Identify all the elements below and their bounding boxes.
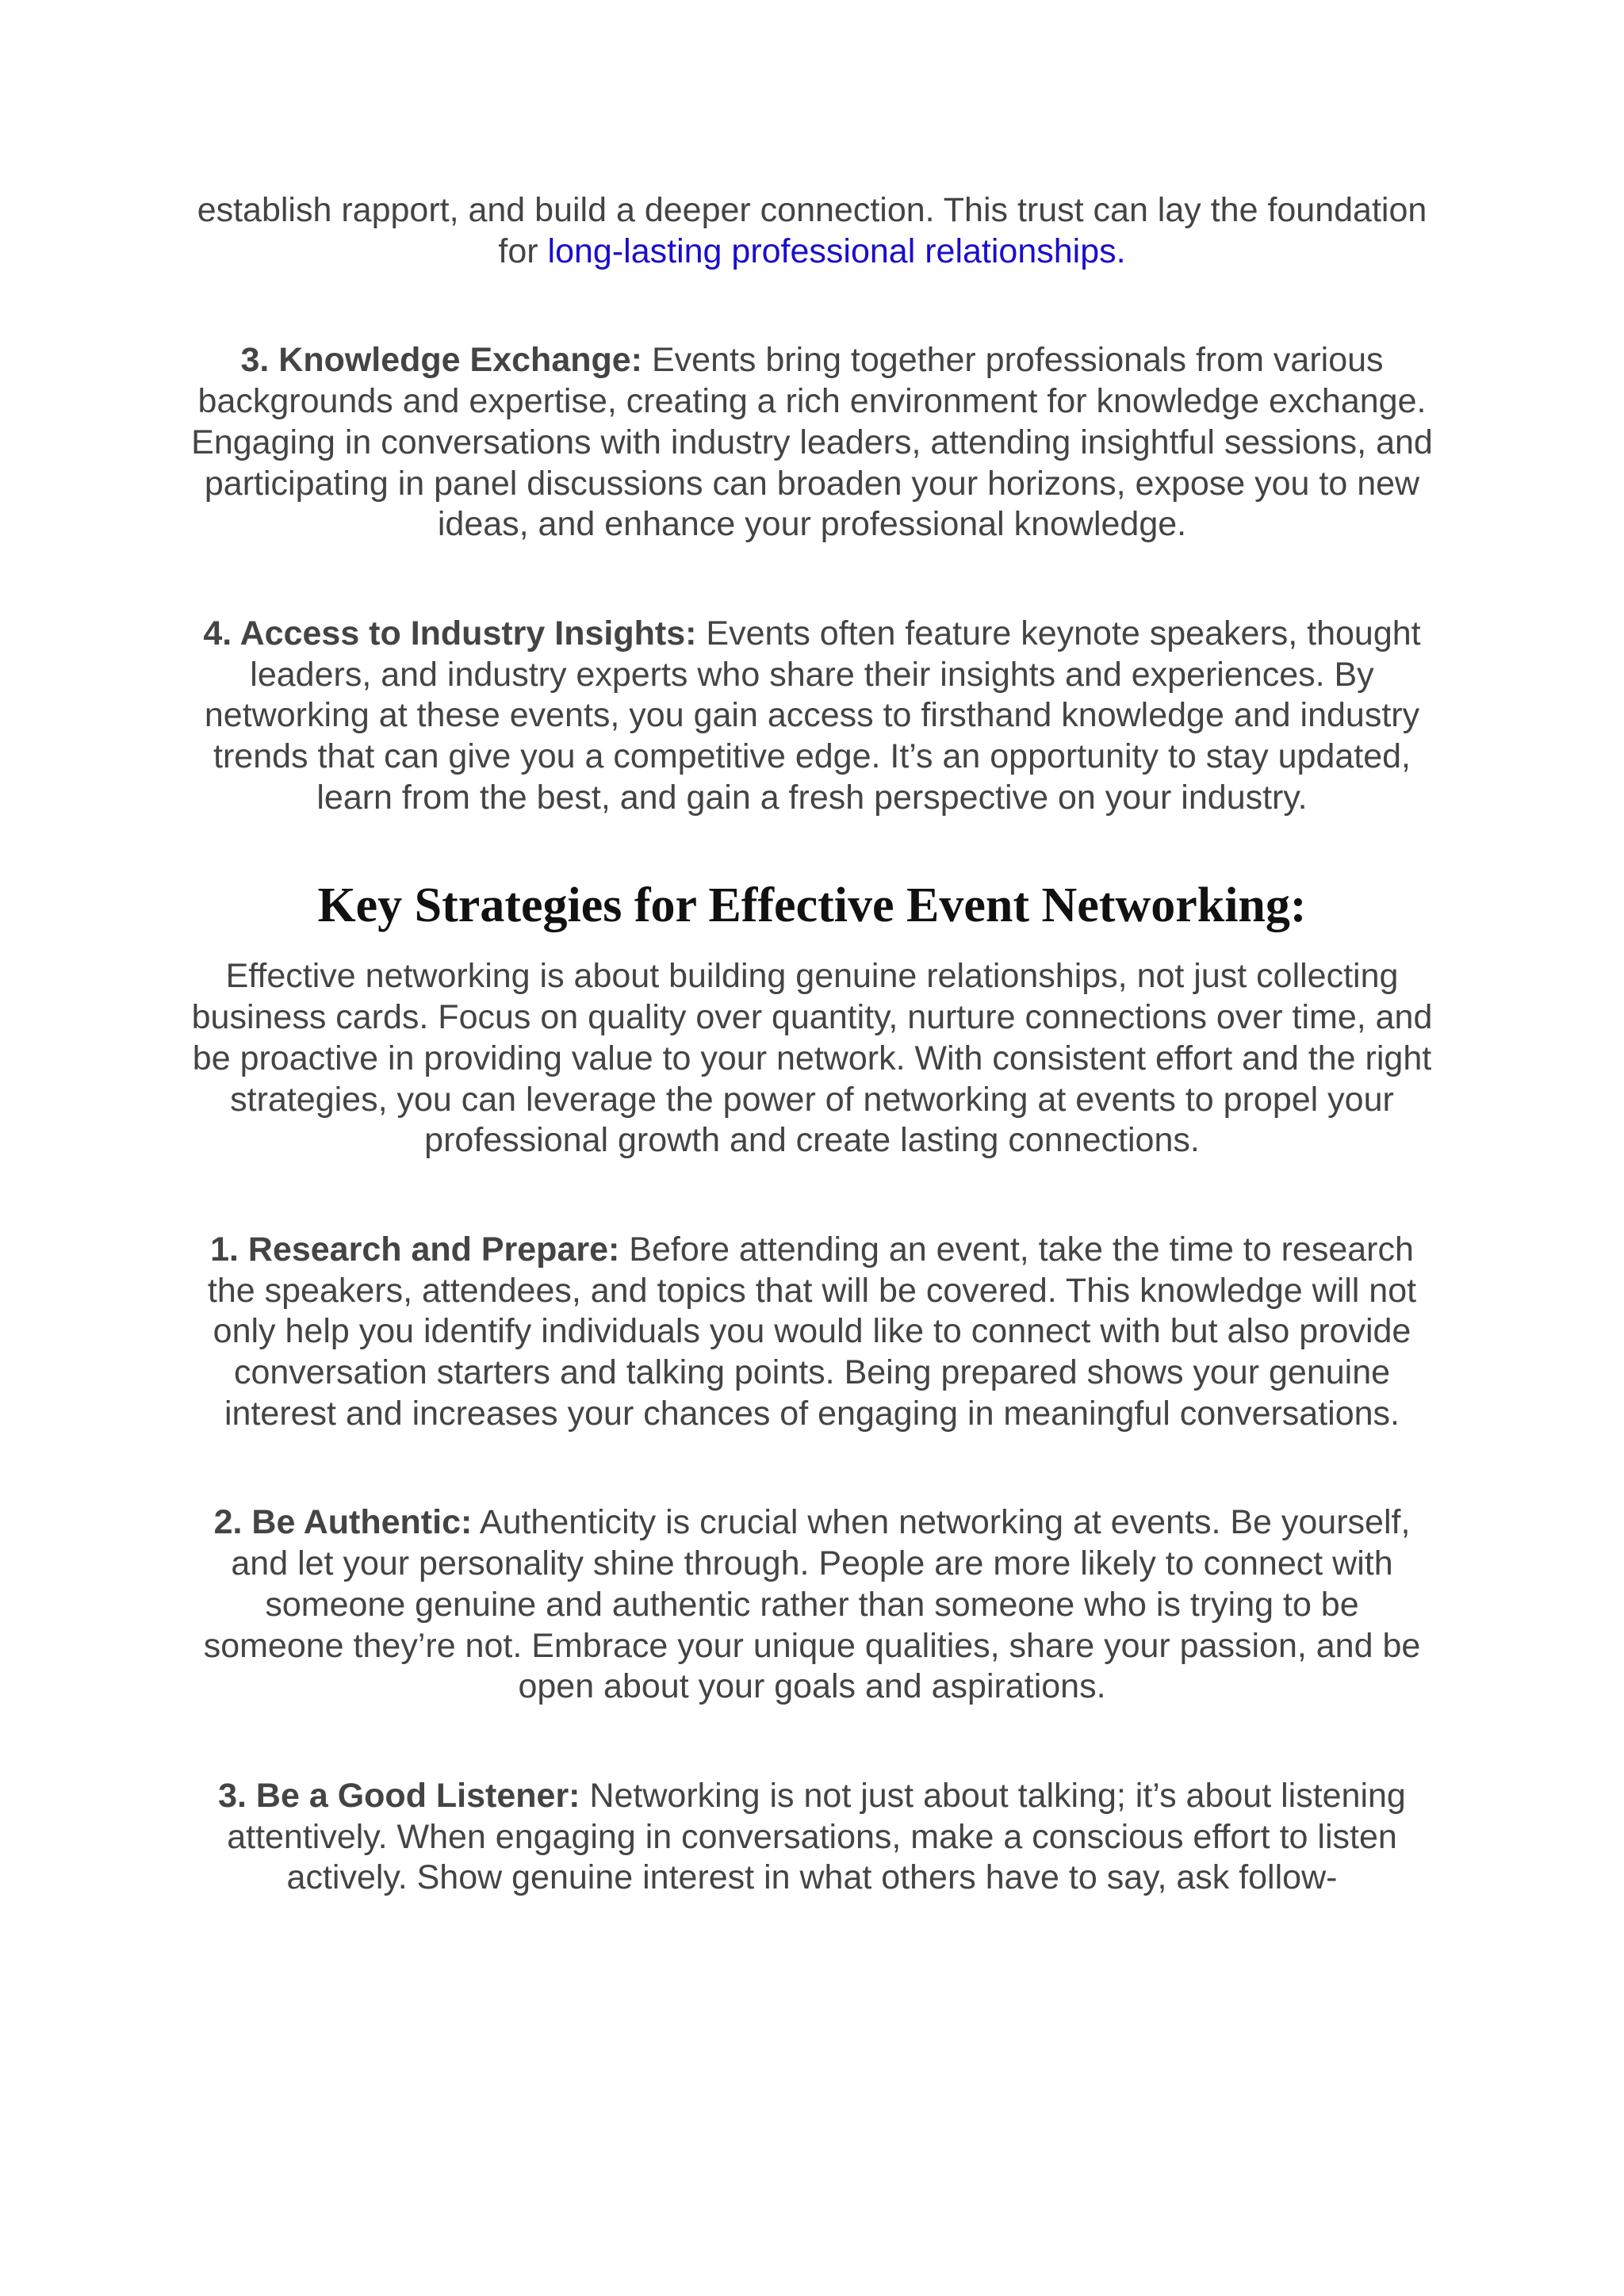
benefit-body: Events bring together professionals from various backgrounds and expertise, creating a rich environment for knowledge exchange. Engaging in conversations with industry leaders, attending insightful sessions, and participating in panel discussions can broaden your horizons, expose you to new ideas, and enhance your professional knowledge. xyxy=(191,341,1433,544)
section-intro: Effective networking is about building genuine relationships, not just collecting business cards. Focus on quality over quantity, nurture connections over time, and be proactive in providing value to your network. With consistent effort and the right strategies, you can leverage the power of networking at events to propel your professional growth and create lasting connections. xyxy=(191,957,1433,1160)
benefit-knowledge-exchange xyxy=(190,340,1434,545)
strategy-body: Networking is not just about talking; it’s about listening attentively. When engaging in conversations, make a conscious effort to listen actively. Show genuine interest in what others have to say, ask follow- xyxy=(227,1776,1406,1897)
strategy-be-authentic xyxy=(190,1502,1434,1708)
strategy-good-listener xyxy=(190,1776,1434,1899)
page-content xyxy=(190,190,1434,1967)
intro-text: establish rapport, and build a deeper connection. This trust can lay the foundation for xyxy=(197,191,1427,270)
strategy-body: Authenticity is crucial when networking at events. Be yourself, and let your personality shine through. People are more likely to connect with someone genuine and authentic rather than someone who is trying to be someone they’re not. Embrace your unique qualities, share your passion, and be open about your goals and aspirations. xyxy=(203,1503,1421,1706)
benefit-body: Events often feature keynote speakers, thought leaders, and industry experts who share their insights and experiences. By networking at these events, you gain access to firsthand knowledge and industry trends that can give you a competitive edge. It’s an opportunity to stay updated, learn from the best, and gain a fresh perspective on your industry. xyxy=(204,614,1421,817)
benefit-heading: 3. Knowledge Exchange: xyxy=(240,341,643,380)
strategy-research-prepare xyxy=(190,1230,1434,1435)
strategy-heading: 1. Research and Prepare: xyxy=(210,1230,620,1269)
section-title: Key Strategies for Effective Event Networking: xyxy=(317,878,1307,933)
strategy-heading: 2. Be Authentic: xyxy=(213,1503,473,1542)
strategy-body: Before attending an event, take the time to research the speakers, attendees, and topics that will be covered. This knowledge will not only help you identify individuals you would like to connect with but also provide conversation starters and talking points. Being prepared shows your genuine interest and increases your chances of engaging in meaningful conversations. xyxy=(207,1230,1417,1433)
intro-paragraph xyxy=(190,190,1434,272)
strategy-heading: 3. Be a Good Listener: xyxy=(218,1776,580,1815)
relationships-link[interactable]: long-lasting professional relationships. xyxy=(547,232,1126,270)
benefit-heading: 4. Access to Industry Insights: xyxy=(203,614,697,652)
benefit-industry-insights xyxy=(190,614,1434,819)
